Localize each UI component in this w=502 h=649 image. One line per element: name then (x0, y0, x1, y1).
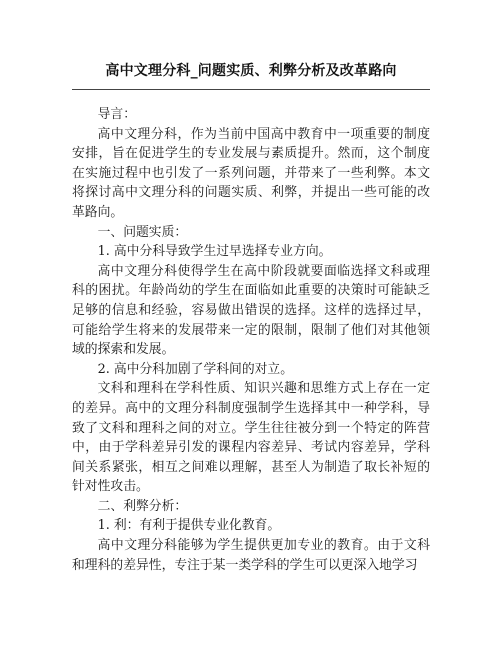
section-heading-issues: 一、问题实质： (97, 224, 188, 240)
point-heading-opposition: 2. 高中分科加剧了学科间的对立。 (97, 361, 294, 377)
paragraph-early-choice: 高中文理分科使得学生在高中阶段就要面临选择文科或理科的困扰。年龄尚幼的学生在面临如此重要的决策时可能缺乏足够的信息和经验，容易做出错误的选择。这样的选择过早，可能给学生将来的发展带来一定的限制，限制了他们对其他领域的探索和发展。 (72, 263, 430, 358)
title-divider (72, 89, 430, 90)
document-title: 高中文理分科_问题实质、利弊分析及改革路向 (105, 63, 397, 79)
section-heading-pros-cons: 二、利弊分析： (97, 498, 188, 514)
document-body (72, 105, 430, 575)
point-heading-specialization: 1. 利：有利于提供专业化教育。 (97, 518, 281, 534)
paragraph-opposition: 文科和理科在学科性质、知识兴趣和思维方式上存在一定的差异。高中的文理分科制度强制学生选择其中一种学科，导致了文科和理科之间的对立。学生往往被分到一个特定的阵营中，由于学科差异引发的课程内容差异、考试内容差异，学科间关系紧张，相互之间难以理解，甚至人为制造了取长补短的针对性攻击。 (72, 381, 430, 495)
point-heading-early-choice: 1. 高中分科导致学生过早选择专业方向。 (97, 244, 332, 260)
intro-heading: 导言： (97, 107, 136, 122)
paragraph-specialization: 高中文理分科能够为学生提供更加专业的教育。由于文科和理科的差异性，专注于某一类学科的学生可以更深入地学习 (72, 538, 430, 573)
intro-paragraph: 高中文理分科，作为当前中国高中教育中一项重要的制度安排，旨在促进学生的专业发展与素质提升。然而，这个制度在实施过程中也引发了一系列问题，并带来了一些利弊。本文将探讨高中文理分科的问题实质、利弊，并提出一些可能的改革路向。 (72, 126, 430, 220)
